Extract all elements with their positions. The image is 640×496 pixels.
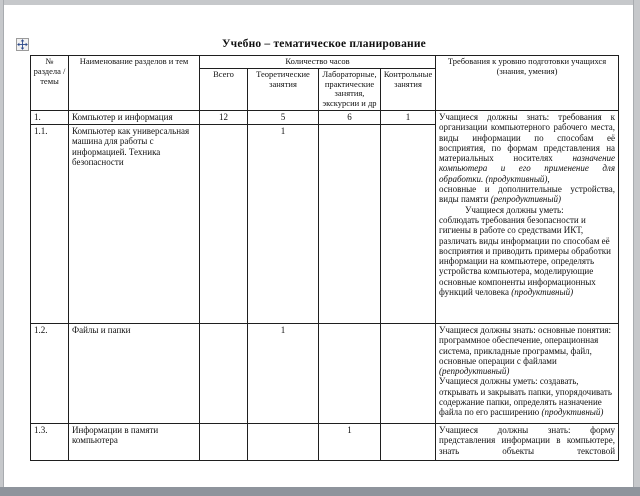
page-title[interactable]: Учебно – тематическое планирование [222, 38, 426, 50]
table-row-1-2 [31, 323, 619, 423]
cell-row13-name[interactable]: Информации в памяти компьютера [69, 423, 200, 460]
cell-row11-control[interactable] [381, 124, 436, 323]
requirements-text-block3: Учащиеся должны знать: форму представления информации в компьютере, знать объекты текстовой [439, 424, 616, 456]
cell-row12-control[interactable] [381, 323, 436, 423]
cell-row1-number[interactable]: 1. [31, 110, 69, 124]
cell-row12-total[interactable] [200, 323, 248, 423]
requirements-text-block1: Учащиеся должны знать: требования к организации компьютерного рабочего места, виды информации по способам её восприятия, по формам представления на материальных носителях назначение компьютера и его применение для обработки. (продуктивный), основные и дополнительные устройства, виды памяти (репродуктивный) Учащиеся должны уметь: соблюдать требования безопасности и гигиены в работе со средствами ИКТ, различать виды информации по способам её восприятия и приводить примеры обработки информации на компьютере, определять устройства компьютера, моделирующие основные компоненты информационных функций человека (продуктивный) [439, 111, 616, 298]
header-cell-number[interactable]: № раздела /темы [31, 56, 69, 111]
page-frame-right [633, 0, 640, 496]
cell-row11-theory[interactable]: 1 [248, 124, 319, 323]
table-row-1-3 [31, 423, 619, 460]
cell-row1-control[interactable]: 1 [381, 110, 436, 124]
cell-row1-theory[interactable]: 5 [248, 110, 319, 124]
cell-row11-total[interactable] [200, 124, 248, 323]
cell-row1-total[interactable]: 12 [200, 110, 248, 124]
cell-requirements-block2[interactable] [436, 323, 619, 423]
table-row-1 [31, 110, 619, 124]
move-cross-icon [17, 39, 28, 50]
cell-row1-lab[interactable]: 6 [319, 110, 381, 124]
cell-row11-name[interactable]: Компьютер как универсальная машина для работы с информацией. Техника безопасности [69, 124, 200, 323]
requirements-text-block2: Учащиеся должны знать: основные понятия: программное обеспечение, операционная система, прикладные программы, файл, основные операции с файлами (репродуктивный) Учащиеся должны уметь: создавать, открывать и закрывать папки, упорядочивать содержание папки, определять назначение файла по его расширению (продуктивный) [439, 324, 612, 418]
cell-requirements-block1[interactable] [436, 110, 619, 323]
cell-row12-number[interactable]: 1.2. [31, 323, 69, 423]
cell-row13-number[interactable]: 1.3. [31, 423, 69, 460]
cell-row13-theory[interactable] [248, 423, 319, 460]
header-cell-name[interactable]: Наименование разделов и тем [69, 56, 200, 111]
cell-row13-total[interactable] [200, 423, 248, 460]
header-cell-requirements[interactable]: Требования к уровню подготовки учащихся (знания, умения) [436, 56, 619, 111]
cell-row11-number[interactable]: 1.1. [31, 124, 69, 323]
cell-requirements-block3[interactable] [436, 423, 619, 460]
cell-row13-lab[interactable]: 1 [319, 423, 381, 460]
cell-row12-theory[interactable]: 1 [248, 323, 319, 423]
cell-row12-lab[interactable] [319, 323, 381, 423]
header-cell-hours-group[interactable]: Количество часов [200, 56, 436, 69]
header-cell-lab[interactable]: Лабораторные, практические занятия, экскурсии и др [319, 68, 381, 110]
cell-row1-name[interactable]: Компьютер и информация [69, 110, 200, 124]
planning-table [30, 55, 619, 461]
header-cell-theory[interactable]: Теоретические занятия [248, 68, 319, 110]
page-frame-bottom [0, 487, 640, 496]
cell-row13-control[interactable] [381, 423, 436, 460]
cell-row12-name[interactable]: Файлы и папки [69, 323, 200, 423]
table-move-handle[interactable] [16, 38, 29, 51]
header-cell-total[interactable]: Всего [200, 68, 248, 110]
cell-row11-lab[interactable] [319, 124, 381, 323]
page-frame-left [0, 0, 4, 496]
header-cell-control[interactable]: Контрольные занятия [381, 68, 436, 110]
page-frame-top [0, 0, 640, 5]
